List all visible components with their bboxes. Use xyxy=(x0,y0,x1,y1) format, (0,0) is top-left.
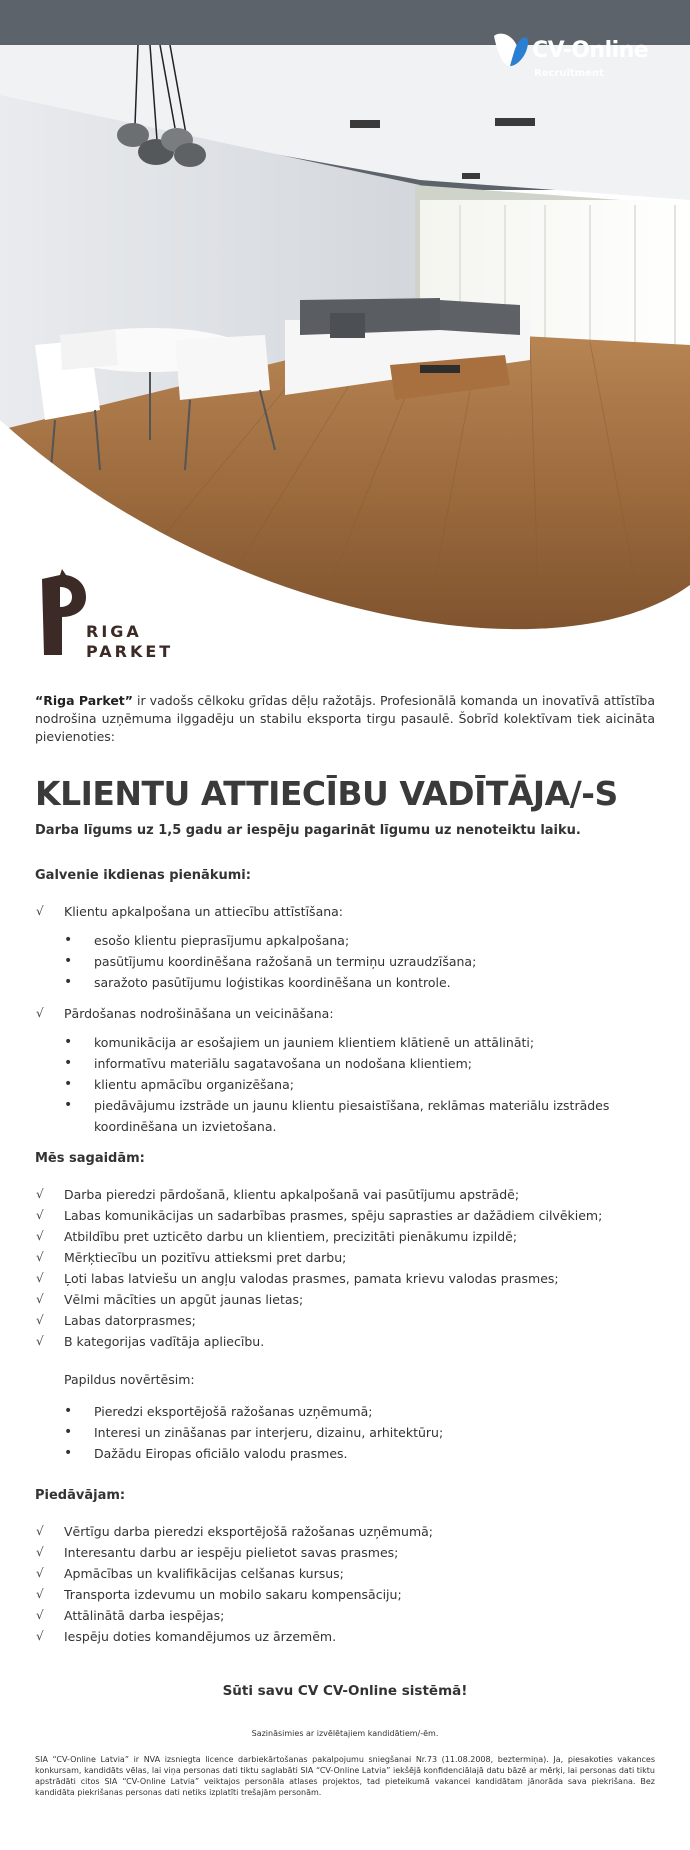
expect-list xyxy=(35,1184,655,1352)
list-item: √ Interesantu darbu ar iespēju pielietot savas prasmes; xyxy=(35,1542,655,1563)
hero-photo xyxy=(0,0,690,660)
list-item: • Interesi un zināšanas par interjeru, dizainu, arhitektūru; xyxy=(64,1422,655,1443)
list-item: √ Mērķtiecību un pozitīvu attieksmi pret darbu; xyxy=(35,1247,655,1268)
duties-heading: Galvenie ikdienas pienākumi: xyxy=(35,868,251,883)
list-item: √ Labas komunikācijas un sadarbības prasmes, spēju saprasties ar dažādiem cilvēkiem; xyxy=(35,1205,655,1226)
duty-group-title: √ Klientu apkalpošana un attiecību attīstīšana: xyxy=(64,904,344,919)
list-item: • piedāvājumu izstrāde un jaunu klientu piesaistīšana, reklāmas materiālu izstrādes koordinēšana un izvietošana. xyxy=(64,1095,655,1137)
riga-parket-logo-line1: RIGA xyxy=(86,622,142,641)
list-item: • informatīvu materiālu sagatavošana un nodošana klientiem; xyxy=(64,1053,655,1074)
extra-heading: Papildus novērtēsim: xyxy=(64,1372,195,1387)
list-item: √ Atbildību pret uzticēto darbu un klientiem, precizitāti pienākumu izpildē; xyxy=(35,1226,655,1247)
list-item: √ Attālinātā darba iespējas; xyxy=(35,1605,655,1626)
duty-group xyxy=(35,1003,655,1137)
duty-group-items xyxy=(64,930,655,993)
cv-online-name: CV-Online xyxy=(532,38,649,63)
riga-parket-logo xyxy=(38,565,198,660)
intro-body: ir vadošs cēlkoku grīdas dēļu ražotājs. Profesionālā komanda un inovatīvā attīstība nodrošina uzņēmuma ilggadēju un stabilu eksporta tirgu pasaulē. Šobrīd kolektīvam tiek aicināta pievienoties: xyxy=(35,693,655,744)
extra-list xyxy=(35,1401,655,1464)
list-item: • pasūtījumu koordinēšana ražošanā un termiņu uzraudzīšana; xyxy=(64,951,655,972)
offer-heading: Piedāvājam: xyxy=(35,1488,126,1503)
duty-group-items xyxy=(64,1032,655,1137)
duties-list xyxy=(35,901,655,1137)
contact-note: Sazināsimies ar izvēlētajiem kandidātiem/-ēm. xyxy=(251,1729,439,1738)
legal-notice: SIA “CV-Online Latvia” ir NVA izsniegta licence darbiekārtošanas pakalpojumu sniegšanai Nr.73 (11.08.2008, beztermiņa). Ja, piesakoties vakances konkursam, kandidāts vēlas, lai viņa personas dati tiktu saglabāti SIA “CV-Online Latvia” iekšējā konfidenciālajā datu bāzē ar mērķi, lai personas dati tiktu apstrādāti citos SIA “CV-Online Latvia” veiktajos personāla atlases projektos, tad pieteikumā vakancei kandidātam jānorāda sava piekrišana. Bez kandidāta piekrišanas personas dati netiks izplatīti trešajām personām. xyxy=(35,1755,655,1797)
riga-parket-logo-line2: PARKET xyxy=(86,642,174,660)
list-item: √ Vērtīgu darba pieredzi eksportējošā ražošanas uzņēmumā; xyxy=(35,1521,655,1542)
offer-list xyxy=(35,1521,655,1647)
expect-heading: Mēs sagaidām: xyxy=(35,1151,145,1166)
job-ad-content xyxy=(35,692,655,1798)
list-item: √ Vēlmi mācīties un apgūt jaunas lietas; xyxy=(35,1289,655,1310)
cv-online-sub: Recruitment xyxy=(534,68,604,79)
intro-company: “Riga Parket” xyxy=(35,693,133,708)
list-item: • Dažādu Eiropas oficiālo valodu prasmes. xyxy=(64,1443,655,1464)
apply-cta-link[interactable]: Sūti savu CV CV-Online sistēmā! xyxy=(222,1683,468,1699)
list-item: • klientu apmācību organizēšana; xyxy=(64,1074,655,1095)
job-subtitle: Darba līgums uz 1,5 gadu ar iespēju pagarināt līgumu uz nenoteiktu laiku. xyxy=(35,823,581,838)
list-item: √ Iespēju doties komandējumos uz ārzemēm. xyxy=(35,1626,655,1647)
list-item: √ B kategorijas vadītāja apliecību. xyxy=(35,1331,655,1352)
duty-group xyxy=(35,901,655,993)
list-item: • saražoto pasūtījumu loģistikas koordinēšana un kontrole. xyxy=(64,972,655,993)
list-item: √ Apmācības un kvalifikācijas celšanas kursus; xyxy=(35,1563,655,1584)
list-item: • komunikācija ar esošajiem un jauniem klientiem klātienē un attālināti; xyxy=(64,1032,655,1053)
duty-group-title: √ Pārdošanas nodrošināšana un veicināšana: xyxy=(64,1006,334,1021)
list-item: √ Transporta izdevumu un mobilo sakaru kompensāciju; xyxy=(35,1584,655,1605)
job-title: KLIENTU ATTIECĪBU VADĪTĀJA/-S xyxy=(35,774,618,813)
cv-online-mark-icon xyxy=(488,30,532,74)
list-item: √ Labas datorprasmes; xyxy=(35,1310,655,1331)
list-item: √ Ļoti labas latviešu un angļu valodas prasmes, pamata krievu valodas prasmes; xyxy=(35,1268,655,1289)
hero-banner xyxy=(0,0,690,660)
list-item: √ Darba pieredzi pārdošanā, klientu apkalpošanā vai pasūtījumu apstrādē; xyxy=(35,1184,655,1205)
intro-text xyxy=(35,692,655,746)
cv-online-logo[interactable] xyxy=(488,30,668,82)
list-item: • Pieredzi eksportējošā ražošanas uzņēmumā; xyxy=(64,1401,655,1422)
list-item: • esošo klientu pieprasījumu apkalpošana; xyxy=(64,930,655,951)
